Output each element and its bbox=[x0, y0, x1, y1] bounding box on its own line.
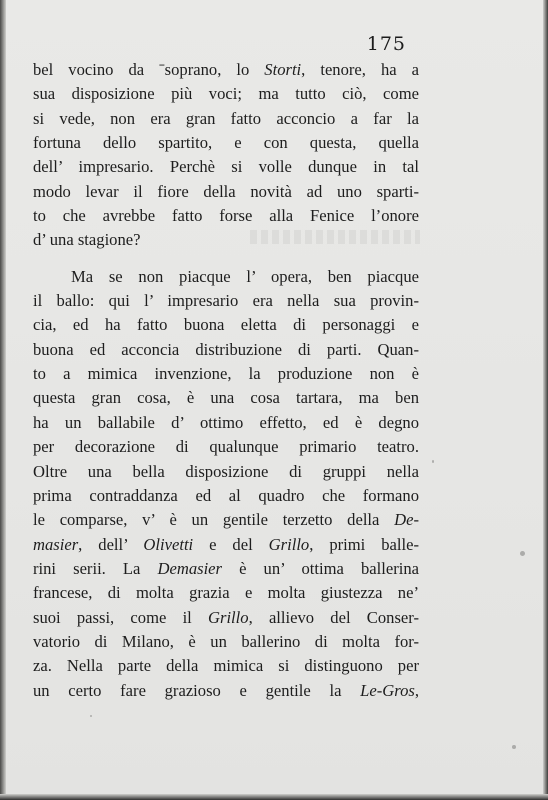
page-edge-left bbox=[0, 0, 6, 800]
text-line: dell’ impresario. Perchè si volle dunque in tal bbox=[33, 157, 419, 177]
text-line: si vede, non era gran fatto acconcio a far la bbox=[33, 108, 419, 128]
page-number: 175 bbox=[366, 33, 406, 55]
text-line: za. Nella parte della mimica si distinguono per bbox=[33, 656, 419, 676]
paper-speck bbox=[512, 745, 516, 749]
text-line: to che avrebbe fatto forse alla Fenice l’onore bbox=[33, 206, 419, 226]
text-line: Oltre una bella disposizione di gruppi nella bbox=[33, 461, 419, 481]
page-edge-bottom bbox=[0, 794, 548, 800]
paper-speck bbox=[520, 551, 525, 556]
text-line: bel vocino da ˉsoprano, lo Storti, tenore, ha a bbox=[33, 60, 419, 79]
text-line: fortuna dello spartito, e con questa, quella bbox=[33, 133, 419, 153]
text-line: per decorazione di qualunque primario teatro. bbox=[33, 437, 419, 457]
text-line: ha un ballabile d’ ottimo effetto, ed è degno bbox=[33, 412, 419, 432]
text-line: questa gran cosa, è una cosa tartara, ma ben bbox=[33, 388, 419, 408]
text-line: sua disposizione più voci; ma tutto ciò, come bbox=[33, 84, 419, 104]
paper-speck bbox=[432, 460, 434, 463]
text-line: rini serii. La Demasier è un’ ottima ballerina bbox=[33, 558, 419, 578]
text-line: suoi passi, come il Grillo, allievo del Conser- bbox=[33, 607, 419, 627]
text-line: modo levar il fiore della novità ad uno sparti- bbox=[33, 181, 419, 201]
text-line: le comparse, v’ è un gentile terzetto della De- bbox=[33, 510, 419, 530]
text-line: un certo fare grazioso e gentile la Le-Gros, bbox=[33, 680, 419, 700]
text-line: to a mimica invenzione, la produzione non è bbox=[33, 364, 419, 384]
text-line: il ballo: qui l’ impresario era nella sua provin- bbox=[33, 291, 419, 311]
text-line: masier, dell’ Olivetti e del Grillo, primi balle- bbox=[33, 534, 420, 554]
body-text bbox=[33, 58, 419, 703]
text-line: d’ una stagione? bbox=[33, 230, 141, 250]
text-line: buona ed acconcia distribuzione di parti. Quan- bbox=[33, 339, 419, 359]
text-line: cia, ed ha fatto buona eletta di personaggi e bbox=[33, 315, 419, 335]
page-edge-right bbox=[543, 0, 548, 800]
text-line: Ma se non piacque l’ opera, ben piacque bbox=[71, 266, 419, 286]
paper-speck bbox=[90, 715, 92, 717]
text-line: prima contraddanza ed al quadro che formano bbox=[33, 485, 419, 505]
text-line: francese, di molta grazia e molta giustezza ne’ bbox=[33, 583, 419, 603]
paragraph-gap bbox=[33, 253, 419, 265]
text-line: vatorio di Milano, è un ballerino di molta for- bbox=[33, 631, 419, 651]
